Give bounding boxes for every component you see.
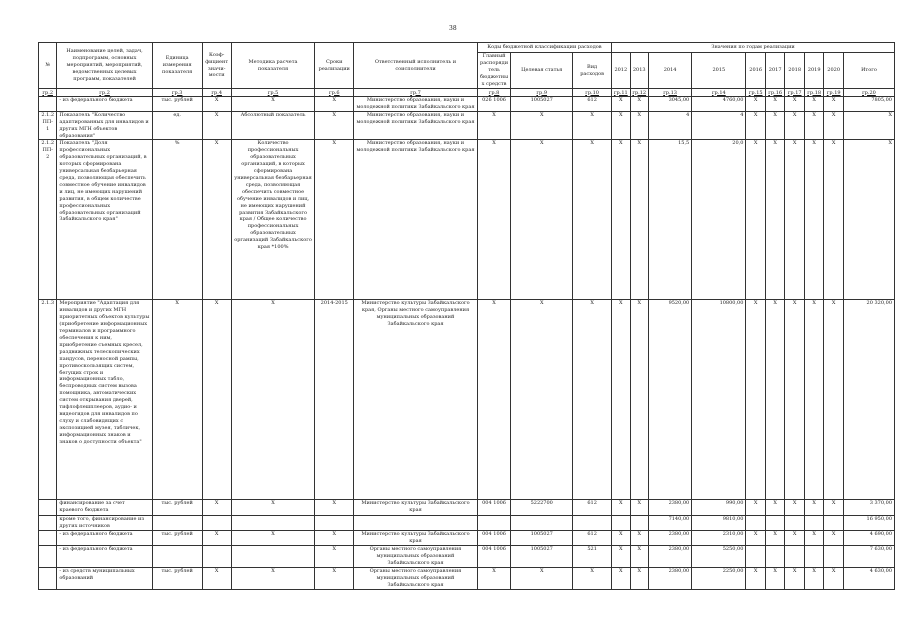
- row-code-cs: 5222700: [511, 500, 573, 516]
- row-coefficient: [202, 516, 231, 531]
- row-value-2013: X: [630, 140, 648, 300]
- row-code-cs: [511, 516, 573, 531]
- row-value-2018: X: [785, 500, 805, 516]
- row-value-2019: X: [804, 140, 824, 300]
- row-unit: тыс. рублей: [152, 500, 202, 516]
- row-code-vr: X: [573, 140, 612, 300]
- row-executor: Министерство культуры Забайкальского края: [354, 500, 478, 516]
- row-total: 20 320,00: [843, 300, 894, 500]
- row-value-2013: X: [630, 567, 648, 589]
- header-num: №: [39, 43, 57, 89]
- row-code-cs: 1005027: [511, 546, 573, 568]
- row-value-2019: X: [804, 300, 824, 500]
- colnum: гр.13: [648, 89, 691, 97]
- row-coefficient: X: [202, 111, 231, 140]
- row-value-2013: X: [630, 531, 648, 546]
- row-number: 2.1.2 ПП-2: [39, 140, 57, 300]
- row-value-2018: X: [785, 300, 805, 500]
- row-name: - из федерального бюджета: [57, 531, 152, 546]
- row-code-grbs: X: [477, 140, 511, 300]
- row-code-vr: 612: [573, 500, 612, 516]
- row-name: кроме того, финансирование из других источников: [57, 516, 152, 531]
- row-method: X: [231, 567, 314, 589]
- row-method: X: [231, 500, 314, 516]
- table-row: [39, 500, 895, 516]
- colnum: гр.14: [692, 89, 746, 97]
- header-unit: Единица измерения показателя: [152, 43, 202, 89]
- row-name: - из федерального бюджета: [57, 97, 152, 112]
- row-value-2019: X: [804, 567, 824, 589]
- header-year: 2014: [648, 53, 691, 89]
- row-value-2013: [630, 516, 648, 531]
- row-value-2017: X: [765, 531, 785, 546]
- row-value-2015: 4: [692, 111, 746, 140]
- colnum: гр.20: [843, 89, 894, 97]
- row-executor: [354, 516, 478, 531]
- table-row: [39, 111, 895, 140]
- row-value-2018: X: [785, 111, 805, 140]
- colnum: гр.18: [804, 89, 824, 97]
- row-value-2018: X: [785, 531, 805, 546]
- row-value-2018: X: [785, 567, 805, 589]
- row-value-2015: 2250,00: [692, 567, 746, 589]
- table-body: [39, 97, 895, 590]
- colnum: гр.2: [57, 89, 152, 97]
- row-unit: %: [152, 140, 202, 300]
- row-method: X: [231, 300, 314, 500]
- table-row: [39, 567, 895, 589]
- row-value-2015: 20,0: [692, 140, 746, 300]
- row-number: 2.1.2 ПП-1: [39, 111, 57, 140]
- row-code-grbs: X: [477, 567, 511, 589]
- row-number: [39, 97, 57, 112]
- row-value-2016: X: [746, 140, 766, 300]
- header-executor: Ответственный исполнитель и соисполнители: [354, 43, 478, 89]
- row-executor: Министерство образования, науки и молодежной политики Забайкальского края: [354, 140, 478, 300]
- row-value-2020: X: [824, 567, 844, 589]
- row-term: 2014-2015: [315, 300, 354, 500]
- row-number: [39, 531, 57, 546]
- row-value-2012: X: [612, 567, 630, 589]
- row-number: [39, 500, 57, 516]
- row-method: X: [231, 97, 314, 112]
- colnum: гр.5: [231, 89, 314, 97]
- row-executor: Министерство образования, науки и молодежной политики Забайкальского края: [354, 111, 478, 140]
- row-value-2020: X: [824, 500, 844, 516]
- row-unit: тыс. рублей: [152, 97, 202, 112]
- table-row: [39, 531, 895, 546]
- row-value-2016: [746, 546, 766, 568]
- row-method: [231, 546, 314, 568]
- row-value-2012: [612, 516, 630, 531]
- row-name: Мероприятие "Адаптация для инвалидов и других МГН приоритетных объектов культуры (приобретение информационных терминалов и программного обеспечения к ним, приобретение съемных кресел, раздвижных телескопических пандусов, переносной рампы, противоскользящих систем, бегущих строк и информационных табло, беспроводных систем вызова помощника, автоматических систем открывания дверей, тифлофлешплееров, аудио- и видеогидов для инвалидов по слуху и слабовидящих с экспозицией музея, табличек, информационных знаков и знаков о доступности объекта": [57, 300, 152, 500]
- row-code-cs: X: [511, 567, 573, 589]
- row-code-grbs: X: [477, 111, 511, 140]
- row-term: X: [315, 567, 354, 589]
- row-value-2019: [804, 546, 824, 568]
- row-method: Количество профессиональных образовательных организаций, в которых сформирована универсальная безбарьерная среда, позволяющая обеспечить совместное обучение инвалидов и лиц, не имеющих нарушений развития Забайкальского края / Общее количество профессиональных образовательных организаций Забайкальского края *100%: [231, 140, 314, 300]
- row-value-2017: [765, 516, 785, 531]
- row-total: X: [843, 111, 894, 140]
- row-executor: Министерство образования, науки и молодежной политики Забайкальского края: [354, 97, 478, 112]
- row-value-2019: X: [804, 531, 824, 546]
- row-value-2014: 9520,00: [648, 300, 691, 500]
- row-coefficient: X: [202, 567, 231, 589]
- row-term: X: [315, 500, 354, 516]
- row-code-grbs: 004 1006: [477, 500, 511, 516]
- row-value-2016: X: [746, 567, 766, 589]
- row-code-vr: 521: [573, 546, 612, 568]
- colnum: гр.2: [39, 89, 57, 97]
- colnum: гр.16: [765, 89, 785, 97]
- row-total: 4 630,00: [843, 567, 894, 589]
- row-name: финансирование за счет краевого бюджета: [57, 500, 152, 516]
- row-executor: Органы местного самоуправления муниципальных образований Забайкальского края: [354, 546, 478, 568]
- table-row: [39, 300, 895, 500]
- row-value-2015: 4760,00: [692, 97, 746, 112]
- row-value-2018: X: [785, 140, 805, 300]
- row-value-2015: 2310,00: [692, 531, 746, 546]
- row-unit: тыс. рублей: [152, 567, 202, 589]
- header-year: 2013: [630, 53, 648, 89]
- row-value-2016: [746, 516, 766, 531]
- header-year: 2020: [824, 53, 844, 89]
- row-method: X: [231, 531, 314, 546]
- colnum: гр.7: [354, 89, 478, 97]
- row-value-2017: X: [765, 97, 785, 112]
- table-row: [39, 97, 895, 112]
- row-unit: [152, 546, 202, 568]
- row-code-cs: 1005027: [511, 97, 573, 112]
- row-value-2016: X: [746, 500, 766, 516]
- row-code-grbs: 026 1006: [477, 97, 511, 112]
- header-name: Наименование целей, задач, подпрограмм, основных мероприятий, мероприятий, ведомственных целевых программ, показателей: [57, 43, 152, 89]
- row-term: X: [315, 97, 354, 112]
- row-name: - из федерального бюджета: [57, 546, 152, 568]
- row-value-2020: [824, 516, 844, 531]
- row-value-2014: 2380,00: [648, 531, 691, 546]
- row-code-vr: 612: [573, 97, 612, 112]
- colnum: гр.15: [746, 89, 766, 97]
- row-value-2012: X: [612, 546, 630, 568]
- colnum: гр.10: [573, 89, 612, 97]
- header-year: 2012: [612, 53, 630, 89]
- row-number: [39, 516, 57, 531]
- row-value-2016: X: [746, 531, 766, 546]
- row-value-2012: X: [612, 97, 630, 112]
- row-total: 7 630,00: [843, 546, 894, 568]
- row-code-vr: X: [573, 111, 612, 140]
- row-value-2018: X: [785, 97, 805, 112]
- row-value-2017: X: [765, 111, 785, 140]
- row-value-2016: X: [746, 300, 766, 500]
- header-year: 2015: [692, 53, 746, 89]
- table-row: [39, 546, 895, 568]
- row-executor: Министерство культуры Забайкальского края: [354, 531, 478, 546]
- row-method: [231, 516, 314, 531]
- header-code-vr: Вид расходов: [573, 53, 612, 89]
- row-value-2019: X: [804, 97, 824, 112]
- row-value-2020: X: [824, 300, 844, 500]
- row-value-2017: X: [765, 500, 785, 516]
- row-value-2018: [785, 516, 805, 531]
- colnum: гр.17: [785, 89, 805, 97]
- row-value-2019: X: [804, 500, 824, 516]
- row-value-2017: X: [765, 140, 785, 300]
- row-total: 16 950,00: [843, 516, 894, 531]
- header-year: 2019: [804, 53, 824, 89]
- table-row: [39, 140, 895, 300]
- row-name: Показатель "Количество адаптированных для инвалидов и других МГН объектов образования": [57, 111, 152, 140]
- row-unit: X: [152, 300, 202, 500]
- header-years-group: Значения по годам реализации: [612, 43, 895, 53]
- row-value-2015: 5250,00: [692, 546, 746, 568]
- row-value-2014: 3045,00: [648, 97, 691, 112]
- header-coef: Коэф-фициент значи-мости: [202, 43, 231, 89]
- row-code-cs: 1005027: [511, 531, 573, 546]
- row-code-cs: X: [511, 111, 573, 140]
- row-value-2014: 2380,00: [648, 567, 691, 589]
- row-number: 2.1.3: [39, 300, 57, 500]
- row-value-2017: X: [765, 567, 785, 589]
- row-code-cs: X: [511, 140, 573, 300]
- row-code-grbs: 004 1006: [477, 531, 511, 546]
- row-value-2013: X: [630, 546, 648, 568]
- row-total: 7805,00: [843, 97, 894, 112]
- row-code-grbs: [477, 516, 511, 531]
- table-row: [39, 516, 895, 531]
- row-value-2015: 9810,00: [692, 516, 746, 531]
- row-value-2013: X: [630, 300, 648, 500]
- row-unit: тыс. рублей: [152, 531, 202, 546]
- row-total: X: [843, 140, 894, 300]
- row-value-2020: [824, 546, 844, 568]
- row-code-grbs: X: [477, 300, 511, 500]
- row-term: X: [315, 531, 354, 546]
- row-value-2012: X: [612, 531, 630, 546]
- row-term: [315, 516, 354, 531]
- row-value-2019: [804, 516, 824, 531]
- colnum: гр.11: [612, 89, 630, 97]
- colnum: гр.12: [630, 89, 648, 97]
- row-code-cs: X: [511, 300, 573, 500]
- row-unit: [152, 516, 202, 531]
- row-value-2013: X: [630, 97, 648, 112]
- row-code-vr: 612: [573, 531, 612, 546]
- header-term: Сроки реализации: [315, 43, 354, 89]
- row-value-2012: X: [612, 300, 630, 500]
- row-coefficient: X: [202, 500, 231, 516]
- row-value-2020: X: [824, 531, 844, 546]
- row-value-2013: X: [630, 111, 648, 140]
- row-value-2016: X: [746, 111, 766, 140]
- row-value-2020: X: [824, 140, 844, 300]
- row-value-2014: 2380,00: [648, 500, 691, 516]
- row-value-2015: 10800,00: [692, 300, 746, 500]
- row-executor: Министерство культуры Забайкальского края, Органы местного самоуправления муниципальных образований Забайкальского края: [354, 300, 478, 500]
- row-value-2017: [765, 546, 785, 568]
- row-value-2020: X: [824, 97, 844, 112]
- header-total: Итого: [843, 53, 894, 89]
- row-value-2014: 7140,00: [648, 516, 691, 531]
- row-value-2019: X: [804, 111, 824, 140]
- row-coefficient: X: [202, 300, 231, 500]
- row-name: Показатель "Доля профессиональных образовательных организаций, в которых сформирована универсальная безбарьерная среда, позволяющая обеспечить совместное обучение инвалидов и лиц, не имеющих нарушений развития, в общем количестве профессиональных образовательных организаций Забайкальского края": [57, 140, 152, 300]
- row-value-2013: X: [630, 500, 648, 516]
- row-total: 4 690,00: [843, 531, 894, 546]
- colnum: гр.19: [824, 89, 844, 97]
- row-coefficient: X: [202, 97, 231, 112]
- colnum: гр.9: [511, 89, 573, 97]
- row-coefficient: X: [202, 140, 231, 300]
- row-value-2017: X: [765, 300, 785, 500]
- row-name: - из средств муниципальных образований: [57, 567, 152, 589]
- row-code-vr: [573, 516, 612, 531]
- row-term: X: [315, 111, 354, 140]
- row-value-2012: X: [612, 111, 630, 140]
- row-value-2018: [785, 546, 805, 568]
- row-method: Абсолютный показатель: [231, 111, 314, 140]
- row-value-2012: X: [612, 140, 630, 300]
- row-value-2016: X: [746, 97, 766, 112]
- colnum: гр.3: [152, 89, 202, 97]
- row-number: [39, 546, 57, 568]
- header-year: 2017: [765, 53, 785, 89]
- row-unit: ед.: [152, 111, 202, 140]
- row-value-2020: X: [824, 111, 844, 140]
- row-coefficient: [202, 546, 231, 568]
- row-coefficient: X: [202, 531, 231, 546]
- row-number: [39, 567, 57, 589]
- colnum: гр.4: [202, 89, 231, 97]
- row-total: 3 370,00: [843, 500, 894, 516]
- row-value-2014: 2380,00: [648, 546, 691, 568]
- page-number: 38: [449, 25, 457, 32]
- row-code-vr: X: [573, 300, 612, 500]
- row-term: X: [315, 546, 354, 568]
- header-codes-group: Коды бюджетной классификации расходов: [477, 43, 611, 53]
- header-code-grbs: Главный распорядитель бюджетных средств: [477, 53, 511, 89]
- row-term: X: [315, 140, 354, 300]
- colnum: гр.6: [315, 89, 354, 97]
- row-code-grbs: 004 1006: [477, 546, 511, 568]
- row-executor: Органы местного самоуправления муниципальных образований Забайкальского края: [354, 567, 478, 589]
- row-value-2012: X: [612, 500, 630, 516]
- program-table: [38, 42, 895, 590]
- header-code-cs: Целевая статья: [511, 53, 573, 89]
- row-value-2014: 4: [648, 111, 691, 140]
- row-value-2014: 15,5: [648, 140, 691, 300]
- colnum: гр.8: [477, 89, 511, 97]
- header-year: 2018: [785, 53, 805, 89]
- header-method: Методика расчета показателя: [231, 43, 314, 89]
- row-code-vr: X: [573, 567, 612, 589]
- row-value-2015: 990,00: [692, 500, 746, 516]
- header-year: 2016: [746, 53, 766, 89]
